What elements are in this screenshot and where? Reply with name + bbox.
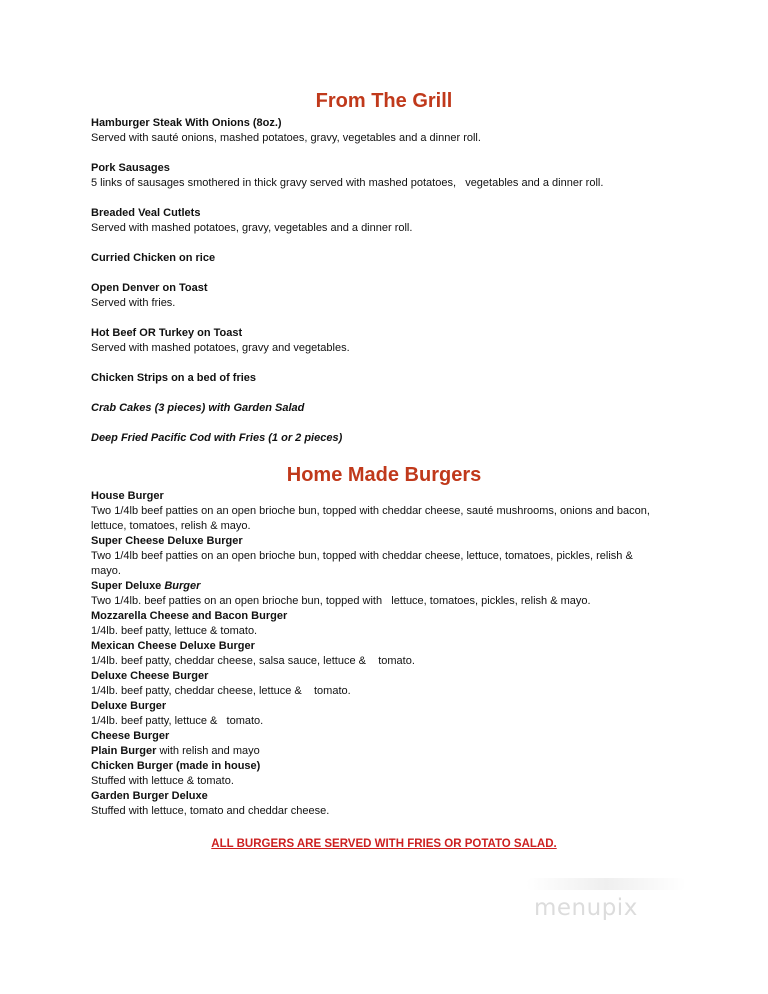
item-name: Deep Fried Pacific Cod with Fries (1 or 2 pieces)	[91, 432, 343, 444]
item-description: 1/4lb. beef patty, cheddar cheese, lettuce & tomato.	[91, 685, 351, 697]
menu-item-deluxe-burger	[91, 699, 651, 729]
menu-item-mozzarella-bacon	[91, 609, 651, 639]
watermark-smudge	[526, 878, 686, 890]
item-description: Served with mashed potatoes, gravy and vegetables.	[91, 342, 350, 354]
menu-item-mexican-cheese-deluxe	[91, 639, 651, 669]
menu-item-crab-cakes	[91, 401, 711, 416]
item-name: House Burger	[91, 490, 164, 502]
menu-item-chicken-burger	[91, 759, 651, 789]
item-name: Mozzarella Cheese and Bacon Burger	[91, 610, 288, 622]
item-name-italic: Burger	[164, 580, 201, 592]
item-description: Served with fries.	[91, 297, 176, 309]
item-name: Pork Sausages	[91, 162, 170, 174]
item-name: Curried Chicken on rice	[91, 252, 216, 264]
item-name: Cheese Burger	[91, 730, 170, 742]
item-name: Chicken Burger (made in house)	[91, 760, 261, 772]
menupix-watermark: menupix	[534, 895, 638, 921]
menu-item-plain-burger	[91, 744, 651, 759]
item-description: Two 1/4lb beef patties on an open brioche bun, topped with cheddar cheese, sauté mushrooms, onions and bacon, lettuce, tomatoes, relish & mayo.	[91, 505, 653, 532]
menu-item-super-cheese-deluxe	[91, 534, 651, 579]
item-description: Served with sauté onions, mashed potatoes, gravy, vegetables and a dinner roll.	[91, 132, 481, 144]
item-description: 1/4lb. beef patty, lettuce & tomato.	[91, 715, 264, 727]
menu-item-chicken-strips	[91, 371, 711, 386]
item-description: Served with mashed potatoes, gravy, vegetables and a dinner roll.	[91, 222, 413, 234]
item-name: Hot Beef OR Turkey on Toast	[91, 327, 243, 339]
item-description: 5 links of sausages smothered in thick gravy served with mashed potatoes, vegetables and a dinner roll.	[91, 177, 604, 189]
menu-item-pork-sausages	[91, 161, 711, 191]
item-name: Mexican Cheese Deluxe Burger	[91, 640, 255, 652]
section-title-home-made-burgers: Home Made Burgers	[286, 464, 482, 486]
item-name: Deluxe Cheese Burger	[91, 670, 209, 682]
menu-item-cheese-burger	[91, 729, 651, 744]
section-title-from-the-grill: From The Grill	[315, 90, 453, 112]
menu-item-hamburger-steak	[91, 116, 711, 146]
menu-item-curried-chicken	[91, 251, 711, 266]
burgers-served-with-note: ALL BURGERS ARE SERVED WITH FRIES OR POTATO SALAD.	[211, 838, 557, 850]
item-description: Two 1/4lb beef patties on an open brioche bun, topped with cheddar cheese, lettuce, tomatoes, pickles, relish & mayo.	[91, 550, 636, 577]
burger-items-list	[91, 489, 651, 819]
menu-item-veal-cutlets	[91, 206, 711, 236]
item-name: Super Cheese Deluxe Burger	[91, 535, 243, 547]
item-name: Garden Burger Deluxe	[91, 790, 208, 802]
item-name: Open Denver on Toast	[91, 282, 208, 294]
item-description: Stuffed with lettuce & tomato.	[91, 775, 234, 787]
item-description: Stuffed with lettuce, tomato and cheddar cheese.	[91, 805, 330, 817]
item-name: Chicken Strips on a bed of fries	[91, 372, 257, 384]
item-description: Two 1/4lb. beef patties on an open brioche bun, topped with lettuce, tomatoes, pickles, relish & mayo.	[91, 595, 591, 607]
grill-items-list	[91, 116, 711, 461]
item-name: Hamburger Steak With Onions (8oz.)	[91, 117, 282, 129]
item-inline-description: with relish and mayo	[156, 745, 260, 757]
menu-item-deluxe-cheese-burger	[91, 669, 651, 699]
item-name: Plain Burger	[91, 745, 157, 757]
menu-item-super-deluxe	[91, 579, 651, 609]
menu-item-hot-beef-turkey	[91, 326, 711, 356]
item-name-prefix: Super Deluxe	[91, 580, 165, 592]
item-description: 1/4lb. beef patty, lettuce & tomato.	[91, 625, 258, 637]
menu-item-garden-burger-deluxe	[91, 789, 651, 819]
menu-item-pacific-cod	[91, 431, 711, 446]
item-description: 1/4lb. beef patty, cheddar cheese, salsa sauce, lettuce & tomato.	[91, 655, 415, 667]
item-name: Deluxe Burger	[91, 700, 167, 712]
menu-item-open-denver	[91, 281, 711, 311]
item-name: Crab Cakes (3 pieces) with Garden Salad	[91, 402, 305, 414]
menu-item-house-burger	[91, 489, 651, 534]
item-name: Breaded Veal Cutlets	[91, 207, 201, 219]
